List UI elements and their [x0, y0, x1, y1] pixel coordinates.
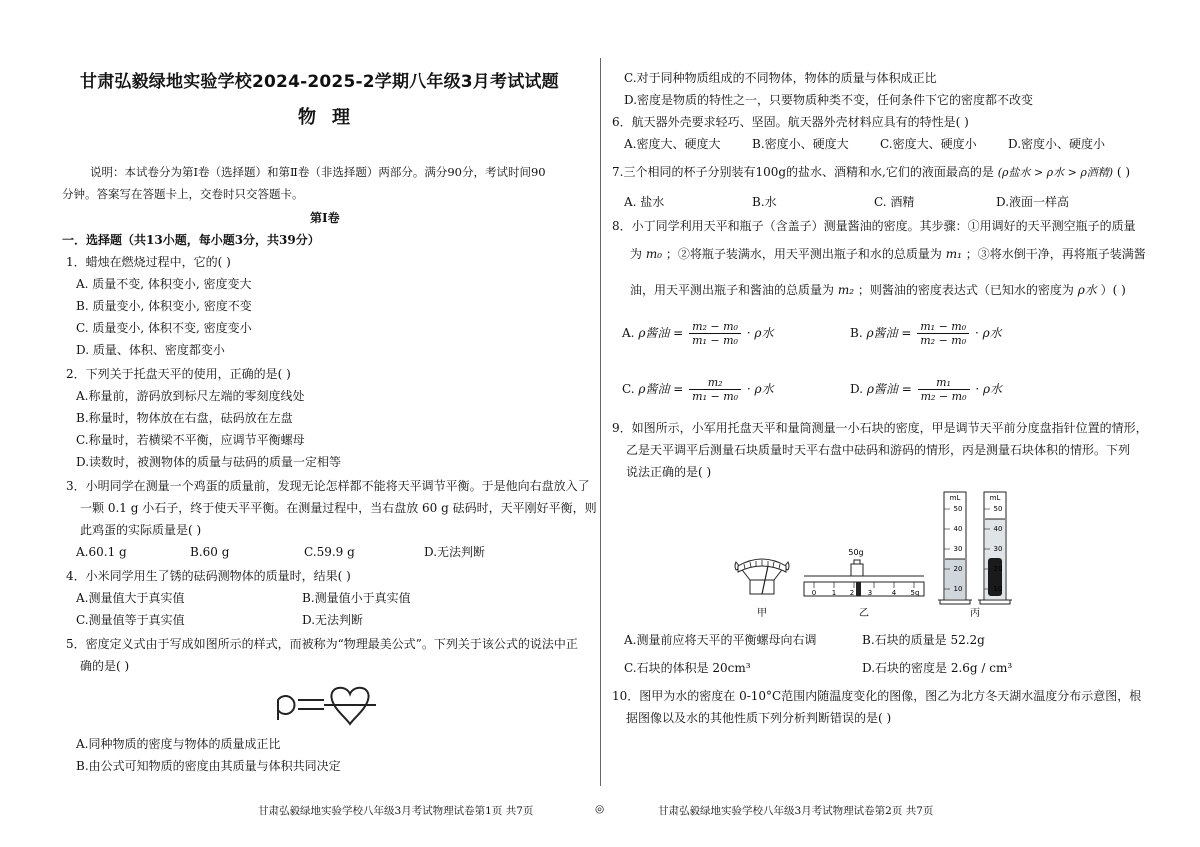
q7-stem-line: [612, 164, 1130, 181]
q7-option-a: A. 盐水: [624, 195, 665, 209]
cyl-left-unit: mL: [949, 494, 961, 502]
q2-option-d: D.读数时，被测物体的质量与砝码的质量一定相等: [76, 455, 342, 469]
subject-title: 物理: [298, 107, 366, 128]
q8-line-2: [630, 246, 1146, 262]
q8-m0: m₀: [645, 247, 663, 261]
q7-option-d: D.液面一样高: [996, 195, 1070, 209]
q8-d-den: m₂ − m₀: [920, 390, 967, 403]
q8-a-rho-w: · ρ水: [746, 326, 774, 340]
volume-title: 第Ⅰ卷: [310, 211, 340, 225]
scale-tick-4: 4: [891, 589, 897, 597]
q8-m1: m₁: [945, 247, 962, 261]
q8-c-fraction: [689, 376, 741, 403]
q8-l3a: 油，用天平测出瓶子和酱油的总质量为: [630, 283, 835, 297]
q5-option-a: A.同种物质的密度与物体的质量成正比: [76, 737, 281, 751]
beam-figure: [804, 548, 924, 597]
q10-line-2: 据图像以及水的其他性质下列分析判断错误的是( ): [626, 711, 892, 725]
scale-tick-5: 5g: [910, 589, 920, 597]
intro-line-1: 说明：本试卷分为第Ⅰ卷（选择题）和第Ⅱ卷（非选择题）两部分。满分90分，考试时间90: [90, 165, 546, 179]
q8-c-rho-w: · ρ水: [746, 382, 774, 396]
q9-option-c: C.石块的体积是 20cm³: [624, 661, 751, 675]
cyl-right-tick-40: 40: [993, 525, 1003, 533]
q3-line-3: 此鸡蛋的实际质量是( ): [80, 523, 202, 537]
footer-right: 甘肃弘毅绿地实验学校八年级3月考试物理试卷第2页 共7页: [658, 805, 934, 817]
weight-block: [851, 564, 863, 576]
q5-option-b: B.由公式可知物质的密度由其质量与体积共同决定: [76, 759, 341, 773]
q8-m2: m₂: [837, 283, 855, 297]
q8-a-label: A.: [622, 326, 635, 340]
q7-option-c: C. 酒精: [874, 195, 915, 209]
q8-c-den: m₁ − m₀: [692, 390, 739, 403]
footer-left: 甘肃弘毅绿地实验学校八年级3月考试物理试卷第1页 共7页: [258, 805, 534, 817]
fig-label-yi: 乙: [859, 608, 869, 619]
q5-option-d: D.密度是物质的特性之一，只要物质种类不变，任何条件下它的密度都不改变: [624, 93, 1034, 107]
q8-option-c: [622, 376, 774, 403]
q9-option-a: A.测量前应将天平的平衡螺母向右调: [624, 633, 817, 647]
q8-l3c: ）( ): [1100, 283, 1126, 297]
q4-option-b: B.测量值小于真实值: [302, 591, 411, 605]
scale-tick-3: 3: [867, 589, 873, 597]
q9-option-b: B.石块的质量是 52.2g: [862, 633, 985, 647]
cyl-left-tick-40: 40: [953, 525, 963, 533]
q7-tail: ( ): [1116, 165, 1131, 179]
q6-option-c: C.密度大、硬度小: [880, 137, 977, 151]
q8-l2c: ；③将水倒干净，再将瓶子装满酱: [965, 247, 1146, 261]
q2-stem: 2．下列关于托盘天平的使用，正确的是( ): [66, 367, 291, 381]
q8-b-den: m₂ − m₀: [920, 334, 967, 347]
q9-option-d: D.石块的密度是 2.6g / cm³: [862, 661, 1013, 675]
q6-option-d: D.密度小、硬度小: [1008, 137, 1106, 151]
scale-tick-1: 1: [831, 589, 837, 597]
q1-option-d: D. 质量、体积、密度都变小: [76, 343, 225, 357]
intro-line-2: 分钟。答案写在答题卡上，交卷时只交答题卡。: [62, 187, 304, 201]
q1-option-a: A. 质量不变, 体积变小, 密度变大: [76, 277, 252, 291]
q7-condition: (ρ盐水 > ρ水 > ρ酒精): [997, 166, 1114, 179]
q8-c-num: m₂: [689, 376, 741, 390]
q8-d-label: D.: [850, 382, 864, 396]
cyl-right-unit: mL: [989, 494, 1001, 502]
cyl-left-tick-50: 50: [953, 505, 963, 513]
q8-d-rho: ρ酱油 =: [866, 382, 912, 396]
q8-d-fraction: [918, 376, 970, 403]
formula-heart-figure: [262, 680, 392, 730]
q8-line-3: [630, 282, 1126, 298]
q1-option-b: B. 质量变小, 体积变小, 密度不变: [76, 299, 252, 313]
q8-option-b: [850, 320, 1002, 347]
q9-line-1: 9．如图所示，小军用托盘天平和量筒测量一小石块的密度，甲是调节天平前分度盘指针位置的情形，: [612, 421, 1148, 435]
q3-line-2: 一颗 0.1 g 小石子，终于使天平平衡。在测量过程中，当右盘放 60 g 砝码时，天平刚好平衡，则: [80, 501, 597, 515]
q2-option-b: B.称量时，物体放在右盘，砝码放在左盘: [76, 411, 293, 425]
fig-label-jia: 甲: [757, 608, 767, 619]
q8-b-fraction: [917, 320, 969, 347]
q1-option-c: C. 质量变小, 体积不变, 密度变小: [76, 321, 252, 335]
q8-l3b: ；则酱油的密度表达式（已知水的密度为: [857, 283, 1074, 297]
page-title: 甘肃弘毅绿地实验学校2024-2025-2学期八年级3月考试试题: [80, 72, 559, 92]
q8-a-den: m₁ − m₀: [692, 334, 738, 347]
q8-rho-water: ρ水: [1077, 283, 1097, 297]
q9-line-2: 乙是天平调平后测量石块质量时天平右盘中砝码和游码的情形，丙是测量石块体积的情形。下列: [626, 443, 1131, 457]
q5-line-2: 确的是( ): [80, 659, 130, 673]
q7-option-b: B.水: [752, 195, 777, 209]
cyl-right-tick-30: 30: [993, 545, 1003, 553]
section-heading: 一．选择题（共13小题，每小题3分，共39分）: [62, 233, 320, 247]
q2-option-a: A.称量前，游码放到标尺左端的零刻度线处: [76, 389, 305, 403]
q8-option-a: [622, 320, 773, 347]
q2-option-c: C.称量时，若横梁不平衡，应调节平衡螺母: [76, 433, 305, 447]
rider: [856, 582, 861, 596]
q7-stem: 7.三个相同的杯子分别装有100g的盐水、酒精和水,它们的液面最高的是: [612, 165, 994, 179]
q8-b-rho-w: · ρ水: [974, 326, 1002, 340]
q8-l2b: ；②将瓶子装满水，用天平测出瓶子和水的总质量为: [665, 247, 942, 261]
scale-bar: [804, 582, 924, 596]
cyl-left-tick-20: 20: [953, 565, 963, 573]
fig-label-bing: 丙: [970, 608, 980, 619]
q8-line-1: 8．小丁同学利用天平和瓶子（含盖子）测量酱油的密度。其步骤：①用调好的天平测空瓶子的质量: [612, 219, 1136, 233]
q5-option-c: C.对于同种物质组成的不同物体，物体的质量与体积成正比: [624, 71, 937, 85]
dial-figure: [735, 559, 789, 594]
q8-d-num: m₁: [918, 376, 970, 390]
q4-stem: 4．小米同学用生了锈的砝码测物体的质量时，结果( ): [66, 569, 351, 583]
cyl-left-tick-30: 30: [953, 545, 963, 553]
cyl-left-tick-10: 10: [953, 585, 963, 593]
q6-stem: 6．航天器外壳要求轻巧、坚固。航天器外壳材料应具有的特性是( ): [612, 115, 969, 129]
q8-a-num: m₂ − m₀: [689, 320, 741, 334]
q8-b-label: B.: [850, 326, 863, 340]
q8-l2a: 为: [630, 247, 643, 261]
q3-option-b: B.60 g: [190, 545, 230, 559]
scale-tick-2: 2: [849, 589, 855, 597]
q3-option-a: A.60.1 g: [76, 545, 127, 559]
q6-option-a: A.密度大、硬度大: [624, 137, 721, 151]
weight-label: 50g: [848, 548, 864, 557]
q4-option-d: D.无法判断: [302, 613, 364, 627]
q8-c-rho: ρ酱油 =: [638, 382, 684, 396]
q8-option-d: [850, 376, 1002, 403]
q3-line-1: 3．小明同学在测量一个鸡蛋的质量前，发现无论怎样都不能将天平调节平衡。于是他向右盘放入了: [66, 479, 590, 493]
cyl-right-tick-10: 10: [993, 585, 1003, 593]
cyl-right-tick-50: 50: [993, 505, 1003, 513]
q9-figure: [730, 486, 1050, 622]
rho-symbol: [278, 696, 294, 720]
q8-c-label: C.: [622, 382, 635, 396]
q5-line-1: 5．密度定义式由于写成如图所示的样式，而被称为“物理最美公式”。下列关于该公式的说法中正: [66, 637, 578, 651]
footer-mid: ◎: [595, 803, 605, 815]
q1-stem: 1．蜡烛在燃烧过程中，它的( ): [66, 255, 231, 269]
q3-option-d: D.无法判断: [424, 545, 486, 559]
q4-option-c: C.测量值等于真实值: [76, 613, 185, 627]
scale-tick-0: 0: [811, 589, 817, 597]
q4-option-a: A.测量值大于真实值: [76, 591, 185, 605]
q9-line-3: 说法正确的是( ): [626, 465, 712, 479]
q8-a-fraction: [689, 320, 741, 347]
q8-b-num: m₁ − m₀: [917, 320, 969, 334]
q6-option-b: B.密度小、硬度大: [752, 137, 849, 151]
q8-a-rho: ρ酱油 =: [638, 326, 684, 340]
q8-d-rho-w: · ρ水: [975, 382, 1003, 396]
cyl-right-tick-20: 20: [993, 565, 1003, 573]
column-divider: [600, 58, 601, 786]
q8-b-rho: ρ酱油 =: [866, 326, 912, 340]
q3-option-c: C.59.9 g: [304, 545, 355, 559]
q10-line-1: 10．图甲为水的密度在 0-10°C范围内随温度变化的图像，图乙为北方冬天湖水温度分布示意图，根: [612, 689, 1142, 703]
